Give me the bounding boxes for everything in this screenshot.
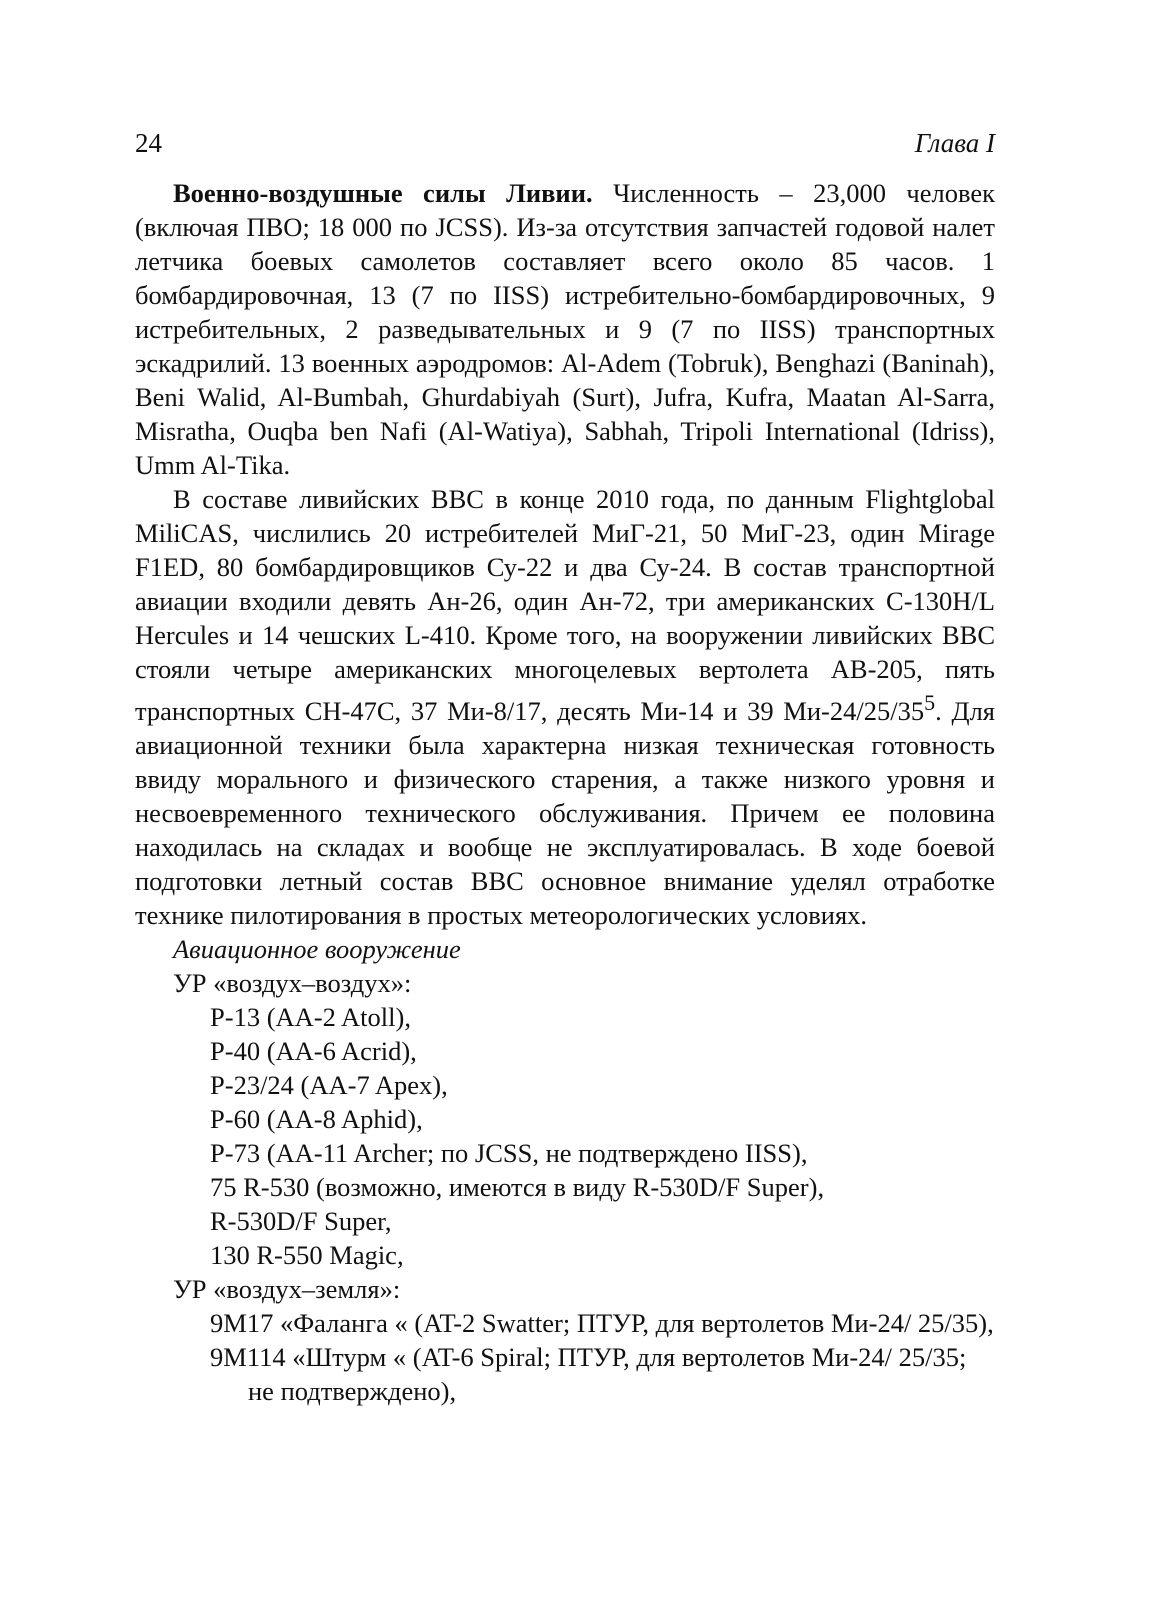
air-to-ground-list bbox=[135, 1306, 995, 1408]
list-item: 130 R-550 Magic, bbox=[210, 1239, 404, 1270]
list-item: 75 R-530 (возможно, имеются в виду R-530D/F Super), bbox=[210, 1171, 825, 1202]
air-to-air-label: УР «воздух–воздух»: bbox=[173, 967, 412, 998]
list-item: Р-23/24 (AA-7 Apex), bbox=[210, 1069, 448, 1100]
air-to-air-list bbox=[135, 1000, 995, 1272]
air-to-ground-label: УР «воздух–земля»: bbox=[173, 1273, 401, 1304]
list-item: 9М17 «Фаланга « (AT-2 Swatter; ПТУР, для вертолетов Ми-24/ 25/35), bbox=[210, 1307, 994, 1338]
list-item: Р-60 (AA-8 Aphid), bbox=[210, 1103, 423, 1134]
paragraph-libyan-air-force bbox=[135, 176, 995, 482]
list-item: Р-73 (AA-11 Archer; по JCSS, не подтверждено IISS), bbox=[210, 1137, 808, 1168]
page-header bbox=[135, 128, 995, 168]
page-body bbox=[135, 176, 995, 1408]
paragraph-text-part1: В составе ливийских ВВС в конце 2010 года, по данным Flightglobal MiliCAS, числились 20 истребителей МиГ-21, 50 МиГ-23, один Mirage F1ED, 80 бомбардировщиков Су-22 и два Су-24. В состав транспортной авиации входили девять Ан-26, один Ан-72, три американских C-130H/L Hercules и 14 чешских L-410. Кроме того, на вооружении ливийских ВВС стояли четыре американских многоцелевых вертолета AB-205, пять транспортных CH-47C, 37 Ми-8/17, десять Ми-14 и 39 Ми-24/25/35 bbox=[135, 484, 995, 726]
list-item: R-530D/F Super, bbox=[210, 1205, 392, 1236]
page-number: 24 bbox=[135, 128, 162, 158]
book-page bbox=[135, 128, 995, 1408]
paragraph-text: Численность – 23,000 человек (включая ПВО; 18 000 по JCSS). Из-за отсутствия запчастей годовой налет летчика боевых самолетов составляет всего около 85 часов. 1 бомбардировочная, 13 (7 по IISS) истребительно-бомбардировочных, 9 истребительных, 2 разведывательных и 9 (7 по IISS) транспортных эскадрилий. 13 военных аэродромов: Al-Adem (Tobruk), Benghazi (Baninah), Beni Walid, Al-Bumbah, Ghurdabiyah (Surt), Jufra, Kufra, Maatan Al-Sarra, Misratha, Ouqba ben Nafi (Al-Watiya), Sabhah, Tripoli International (Idriss), Umm Al-Tika. bbox=[135, 178, 995, 480]
paragraph-text-part2: . Для авиационной техники была характерна низкая техническая готовность ввиду морального и физического старения, а также низкого уровня и несвоевременного технического обслуживания. Причем ее половина находилась на складах и вообще не эксплуатировалась. В ходе боевой подготовки летный состав ВВС основное внимание уделял отработке технике пилотирования в простых метеорологических условиях. bbox=[135, 695, 995, 930]
list-item: Р-40 (AA-6 Acrid), bbox=[210, 1035, 417, 1066]
list-item: 9М114 «Штурм « (AT-6 Spiral; ПТУР, для вертолетов Ми-24/ 25/35; не подтверждено), bbox=[210, 1341, 967, 1406]
chapter-title: Глава I bbox=[914, 128, 995, 158]
section-heading: Авиационное вооружение bbox=[173, 933, 461, 964]
list-item: Р-13 (AA-2 Atoll), bbox=[210, 1001, 411, 1032]
paragraph-inventory bbox=[135, 482, 995, 932]
paragraph-lead: Военно-воздушные силы Ливии. bbox=[173, 178, 593, 208]
footnote-reference: 5 bbox=[924, 690, 936, 715]
